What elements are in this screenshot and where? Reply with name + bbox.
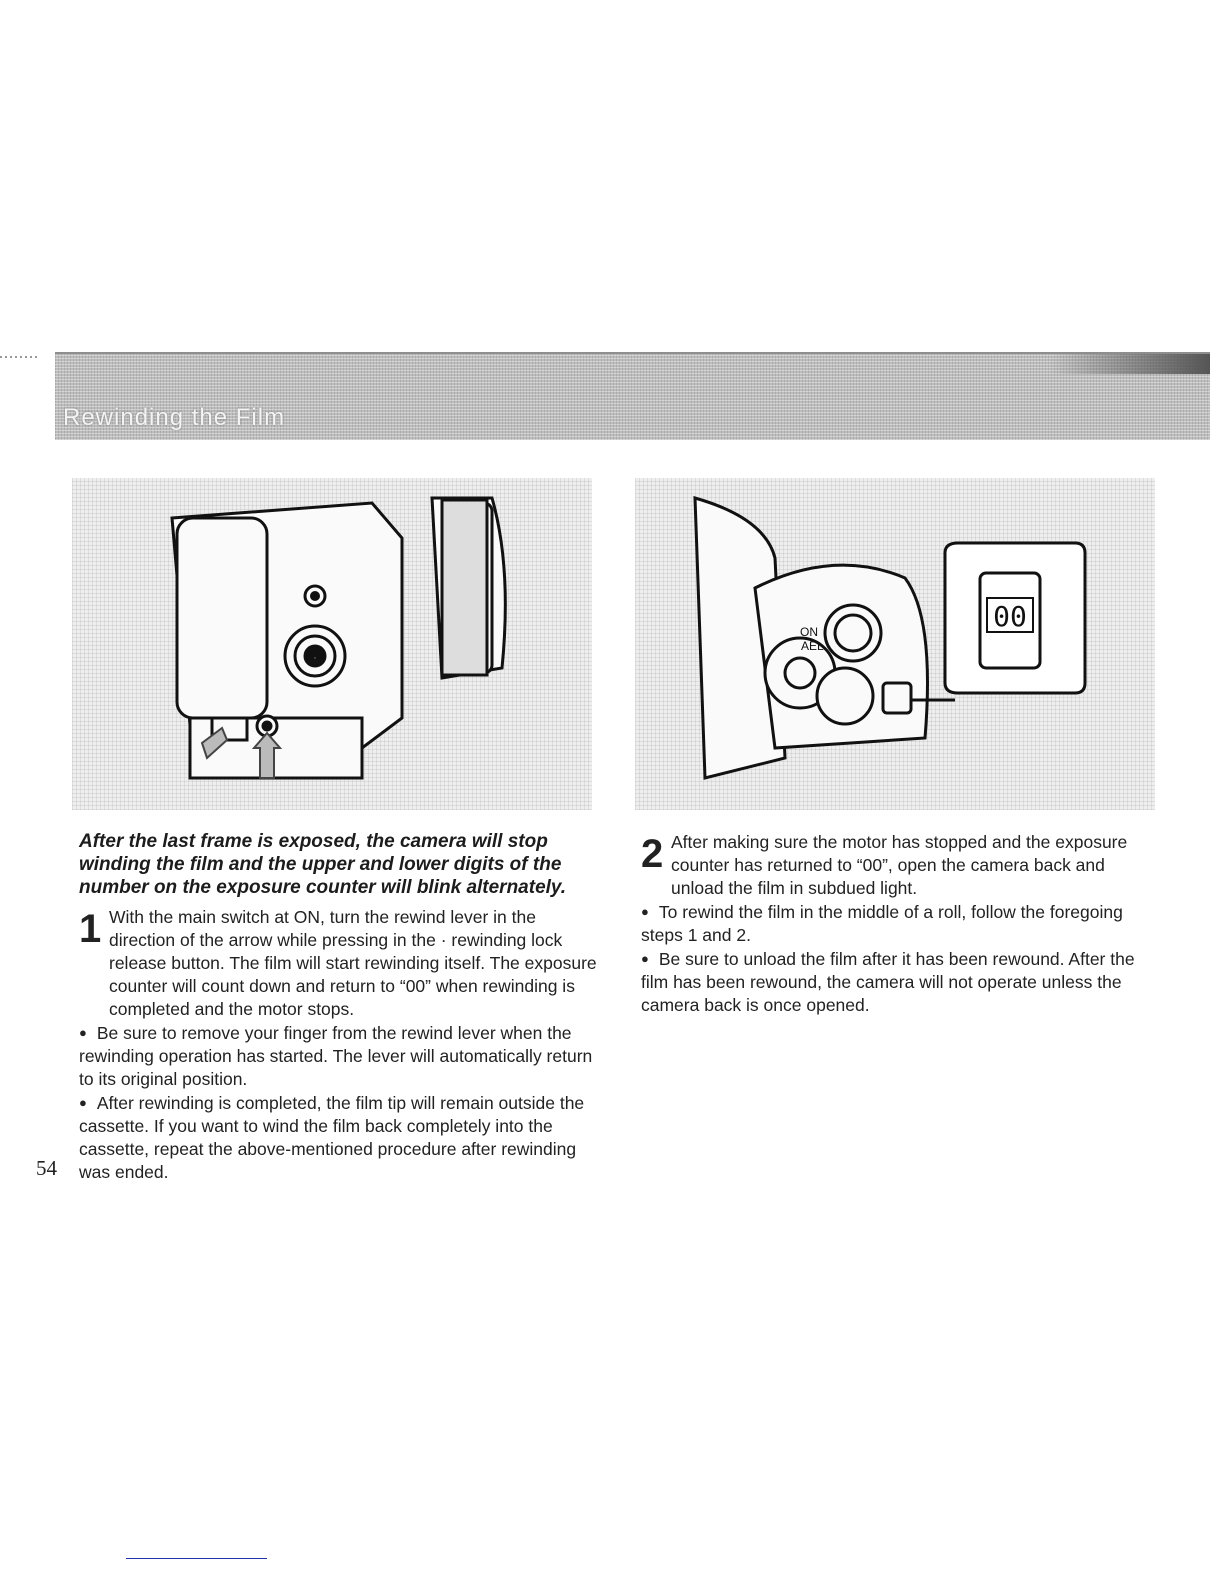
- scan-mark: [0, 356, 40, 358]
- page-number: 54: [36, 1156, 57, 1180]
- step-1-column: [79, 906, 599, 1184]
- camera-side-illustration: [72, 478, 592, 810]
- header-fade: [1050, 354, 1210, 374]
- figure-exposure-counter: [635, 478, 1155, 810]
- step-1-number: 1: [79, 907, 102, 951]
- step-1: [79, 906, 599, 1021]
- step-1-bullet-1: ● Be sure to remove your finger from the rewind lever when the rewinding operation has started. The lever will automatically return to its original position.: [79, 1021, 599, 1091]
- dial-label-on: ON: [800, 625, 818, 639]
- dial-label-ael: AEL: [801, 639, 824, 653]
- step-2-number: 2: [641, 832, 664, 876]
- counter-display: 00: [993, 600, 1027, 633]
- step-1-bullet-2: ● After rewinding is completed, the film tip will remain outside the cassette. If you want to wind the film back completely into the cassette, repeat the above-mentioned procedure after rewinding was ended.: [79, 1091, 599, 1184]
- step-2-bullet-2: ● Be sure to unload the film after it has been rewound. After the film has been rewound, the camera will not operate unless the camera back is once opened.: [641, 947, 1151, 1017]
- camera-top-illustration: [635, 478, 1155, 810]
- step-2-text: After making sure the motor has stopped and the exposure counter has returned to “00”, open the camera back and unload the film in subdued light.: [671, 832, 1128, 898]
- section-title: Rewinding the Film: [63, 404, 286, 431]
- step-2-bullet-1: ● To rewind the film in the middle of a roll, follow the foregoing steps 1 and 2.: [641, 900, 1151, 947]
- step-2-column: [641, 831, 1151, 1017]
- section-header-band: [55, 352, 1210, 440]
- step-2: [641, 831, 1151, 900]
- footer-rule: [126, 1558, 267, 1559]
- step-1-text: With the main switch at ON, turn the rewind lever in the direction of the arrow while pressing in the · rewinding lock release button. The film will start rewinding itself. The exposure counter will count down and return to “00” when rewinding is completed and the motor stops.: [109, 907, 597, 1019]
- figure-rewind-lever: [72, 478, 592, 810]
- caption: After the last frame is exposed, the camera will stop winding the film and the upper and lower digits of the number on the exposure counter will blink alternately.: [79, 831, 567, 898]
